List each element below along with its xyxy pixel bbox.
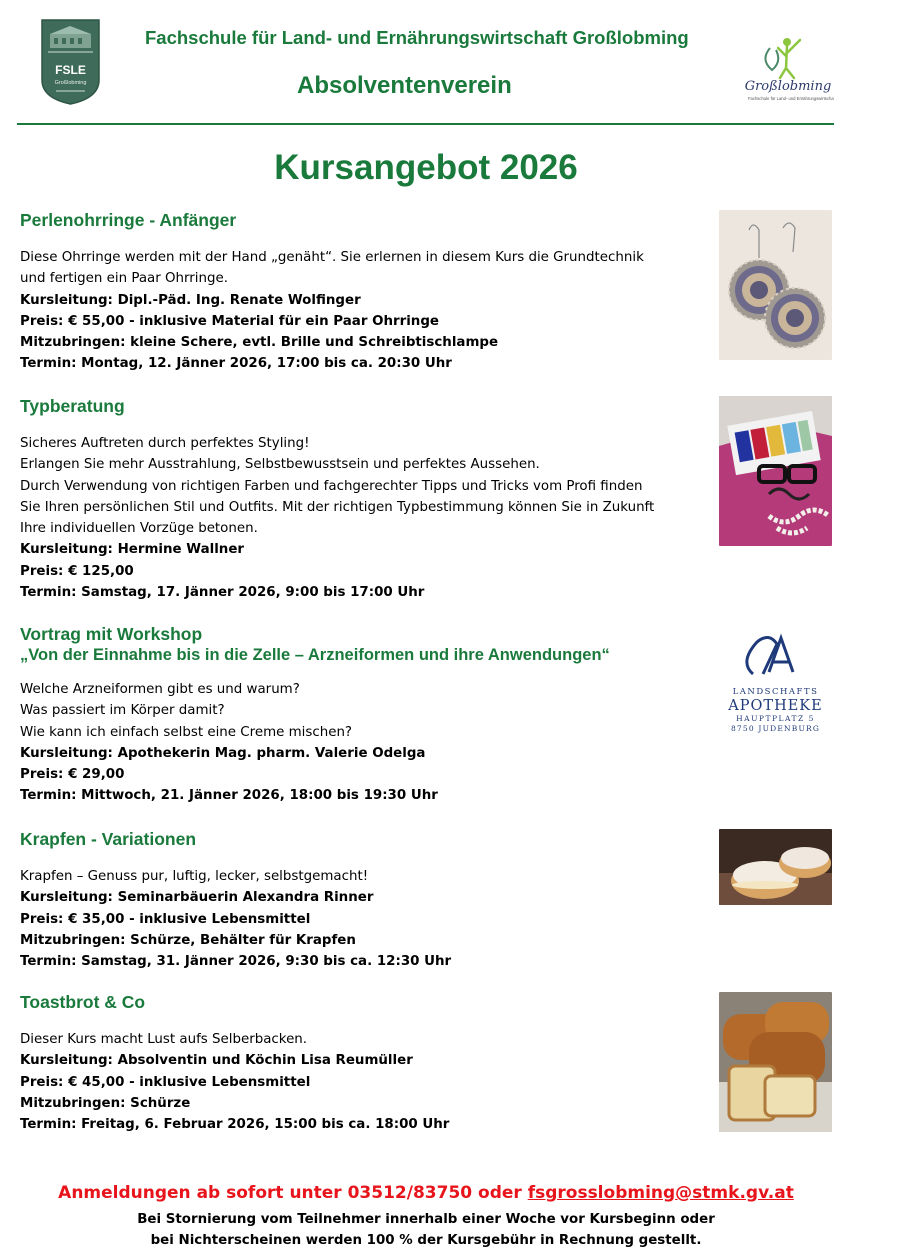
course-date: Termin: Freitag, 6. Februar 2026, 15:00 bis ca. 18:00 Uhr [20,1117,450,1133]
course-typberatung [20,396,710,603]
course-title: Krapfen - Variationen [20,829,197,849]
fsle-logo-sub: Großlobming [54,80,87,86]
course-title: Typberatung [20,396,125,416]
course-price: Preis: € 45,00 - inklusive Lebensmittel [20,1074,311,1090]
course-date: Termin: Montag, 12. Jänner 2026, 17:00 bis ca. 20:30 Uhr [20,356,452,372]
course-description-line: und fertigen ein Paar Ohrringe. [20,271,228,287]
pharmacy-line2: APOTHEKE [728,698,823,714]
cancellation-line: Bei Stornierung vom Teilnehmer innerhalb einer Woche vor Kursbeginn oder [137,1212,715,1227]
toastbrot-photo [719,992,832,1132]
course-bring: Mitzubringen: Schürze [20,1095,191,1111]
course-leader: Kursleitung: Apothekerin Mag. pharm. Valerie Odelga [20,745,426,761]
email-link[interactable]: fsgrosslobming@stmk.gv.at [527,1183,794,1203]
registration-info [0,1183,852,1203]
styling-photo [719,396,832,546]
course-perlenohrringe [20,210,710,375]
grosslobming-logo [742,34,834,108]
course-subtitle: „Von der Einnahme bis in die Zelle – Arzneiformen und ihre Anwendungen“ [20,646,610,664]
school-name: Fachschule für Land- und Ernährungswirtschaft Großlobming [145,27,689,48]
course-date: Termin: Samstag, 17. Jänner 2026, 9:00 bis 17:00 Uhr [20,585,425,601]
course-toastbrot [20,992,710,1135]
course-description-line: Dieser Kurs macht Lust aufs Selberbacken. [20,1032,308,1047]
registration-text: Anmeldungen ab sofort unter 03512/83750 oder [58,1183,528,1203]
course-krapfen [20,829,710,972]
course-description-line: Sie Ihren persönlichen Stil und Outfits. Mit der richtigen Typbestimmung können Sie in Zukunft [20,499,655,515]
course-date: Termin: Samstag, 31. Jänner 2026, 9:30 bis ca. 12:30 Uhr [20,954,452,970]
association-name: Absolventenverein [297,72,512,99]
course-price: Preis: € 35,00 - inklusive Lebensmittel [20,911,311,927]
course-leader: Kursleitung: Hermine Wallner [20,542,245,558]
course-bring: Mitzubringen: kleine Schere, evtl. Brille und Schreibtischlampe [20,335,499,351]
cancellation-policy [0,1209,852,1251]
course-description-line: Erlangen Sie mehr Ausstrahlung, Selbstbewusstsein und perfektes Aussehen. [20,457,540,473]
header-divider [17,123,834,125]
course-description-line: Welche Arzneiformen gibt es und warum? [20,682,300,697]
course-description-line: Ihre individuellen Vorzüge betonen. [20,521,258,537]
krapfen-photo [719,829,832,905]
course-price: Preis: € 125,00 [20,563,134,579]
pharmacy-line1: LANDSCHAFTS [732,687,819,697]
course-description-line: Diese Ohrringe werden mit der Hand „genäht“. Sie erlernen in diesem Kurs die Grundtechnik [20,250,644,265]
course-title: Toastbrot & Co [20,992,146,1012]
fsle-logo-text: FSLE [55,63,86,77]
course-price: Preis: € 29,00 [20,767,125,783]
course-description-line: Wie kann ich einfach selbst eine Creme mischen? [20,724,353,740]
course-leader: Kursleitung: Dipl.-Päd. Ing. Renate Wolfinger [20,292,361,308]
course-title: Perlenohrringe - Anfänger [20,210,237,230]
earrings-photo [719,210,832,360]
course-leader: Kursleitung: Seminarbäuerin Alexandra Rinner [20,890,374,906]
course-price: Preis: € 55,00 - inklusive Material für ein Paar Ohrringe [20,313,439,329]
course-bring: Mitzubringen: Schürze, Behälter für Krapfen [20,932,356,948]
course-description-line: Durch Verwendung von richtigen Farben und fachgerechter Tipps und Tricks vom Profi finden [20,478,643,494]
course-date: Termin: Mittwoch, 21. Jänner 2026, 18:00 bis 19:30 Uhr [20,788,438,804]
course-leader: Kursleitung: Absolventin und Köchin Lisa Reumüller [20,1053,413,1069]
fsle-logo [40,18,101,106]
course-description-line: Was passiert im Körper damit? [20,703,225,719]
page-title: Kursangebot 2026 [274,148,578,187]
pharmacy-logo [719,628,832,738]
course-title: Vortrag mit Workshop [20,624,203,644]
pharmacy-line3: HAUPTPLATZ 5 [736,714,815,723]
course-description-line: Krapfen – Genuss pur, luftig, lecker, selbstgemacht! [20,869,369,884]
cancellation-line: bei Nichterscheinen werden 100 % der Kursgebühr in Rechnung gestellt. [150,1233,702,1248]
course-description-line: Sicheres Auftreten durch perfektes Styling! [20,436,310,451]
pharmacy-line4: 8750 JUDENBURG [730,724,821,733]
grosslobming-logo-sub: Fachschule für Land- und Ernährungswirtschaft [748,96,834,101]
course-vortrag-workshop [20,624,710,807]
grosslobming-logo-text: Großlobming [744,79,832,94]
